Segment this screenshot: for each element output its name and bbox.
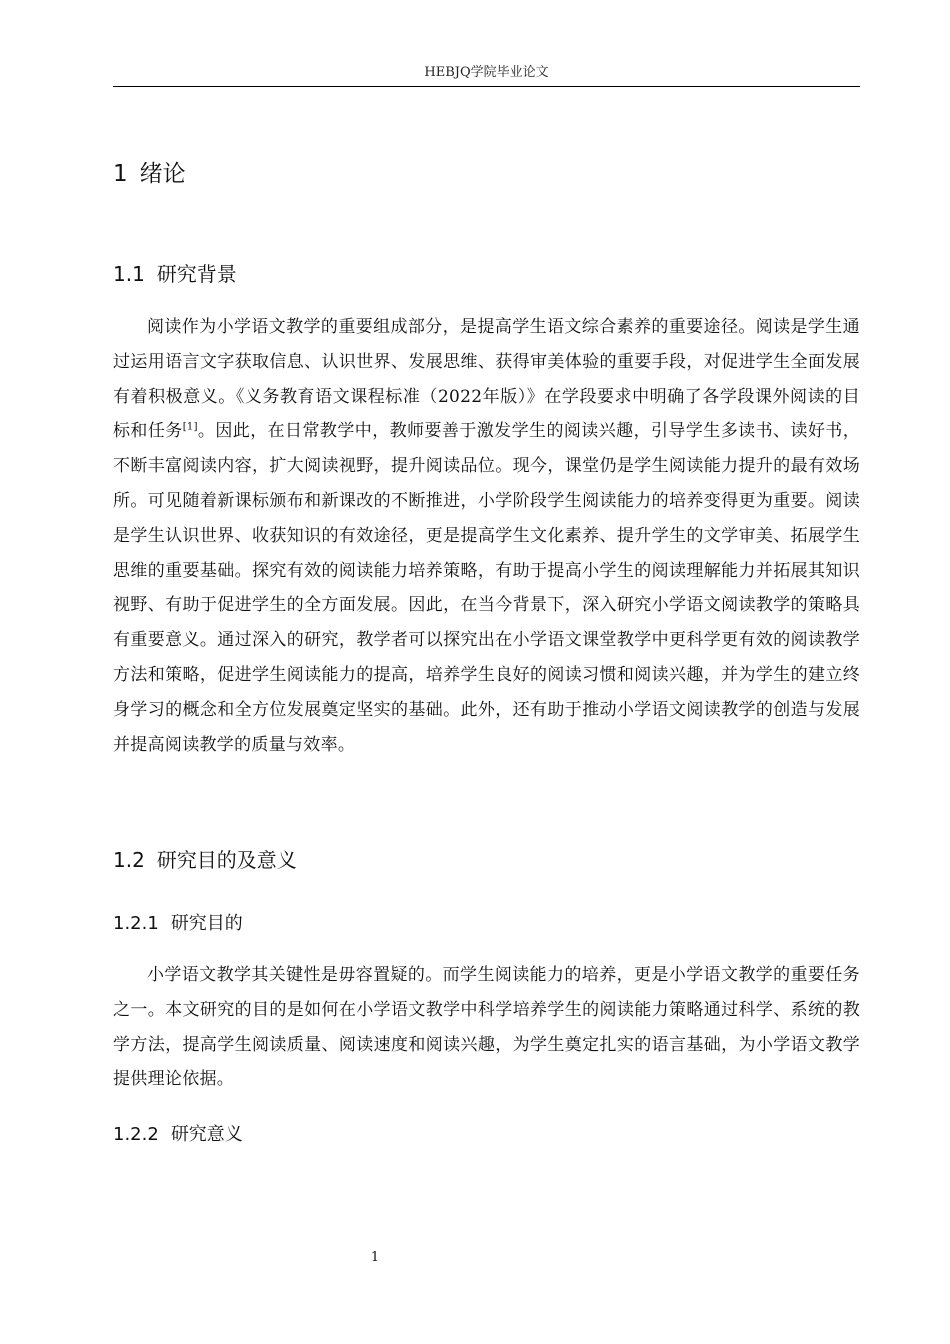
section-heading-1-2 (113, 846, 297, 874)
page-number: 1 (370, 1250, 380, 1265)
section-heading-1-1 (113, 260, 237, 288)
subsection-title: 研究意义 (170, 1124, 243, 1145)
background-paragraph (113, 310, 860, 762)
section-title: 研究目的及意义 (156, 848, 297, 872)
citation-reference[interactable]: [1] (182, 421, 198, 433)
paragraph-text: 。因此，在日常教学中，教师要善于激发学生的阅读兴趣，引导学生多读书、读好书，不断丰富阅读内容，扩大阅读视野，提升阅读品位。现今，课堂仍是学生阅读能力提升的最有效场所。可见随着新课标颁布和新课改的不断推进，小学阶段学生阅读能力的培养变得更为重要。阅读是学生认识世界、收获知识的有效途径，更是提高学生文化素养、提升学生的文学审美、拓展学生思维的重要基础。探究有效的阅读能力培养策略，有助于提高小学生的阅读理解能力并拓展其知识视野、有助于促进学生的全方面发展。因此，在当今背景下，深入研究小学语文阅读教学的策略具有重要意义。通过深入的研究，教学者可以探究出在小学语文课堂教学中更科学更有效的阅读教学方法和策略，促进学生阅读能力的提高，培养学生良好的阅读习惯和阅读兴趣，并为学生的建立终身学习的概念和全方位发展奠定坚实的基础。此外，还有助于推动小学语文阅读教学的创造与发展并提高阅读教学的质量与效率。 (113, 421, 861, 755)
subsection-number: 1.2.1 (113, 913, 159, 934)
section-number: 1.2 (113, 848, 145, 872)
subsection-heading-1-2-1 (113, 911, 243, 937)
paragraph-text: 阅读作为小学语文教学的重要组成部分，是提高学生语文综合素养的重要途径。阅读是学生通过运用语言文字获取信息、认识世界、发展思维、获得审美体验的重要手段，对促进学生全面发展有着积极意义。《义务教育语文课程标准（2022年版）》在学段要求中明确了各学段课外阅读的目标和任务 (113, 317, 860, 442)
chapter-heading (113, 158, 186, 190)
section-title: 研究背景 (156, 262, 237, 286)
chapter-title: 绪论 (139, 161, 186, 187)
chapter-number: 1 (113, 161, 128, 187)
subsection-heading-1-2-2 (113, 1122, 243, 1148)
header-rule (113, 86, 860, 87)
subsection-number: 1.2.2 (113, 1124, 159, 1145)
subsection-title: 研究目的 (170, 913, 243, 934)
section-number: 1.1 (113, 262, 145, 286)
purpose-paragraph: 小学语文教学其关键性是毋容置疑的。而学生阅读能力的培养，更是小学语文教学的重要任务之一。本文研究的目的是如何在小学语文教学中科学培养学生的阅读能力策略通过科学、系统的教学方法，提高学生阅读质量、阅读速度和阅读兴趣，为学生奠定扎实的语言基础，为小学语文教学提供理论依据。 (113, 965, 860, 1090)
running-header: HEBJQ学院毕业论文 (424, 65, 549, 80)
